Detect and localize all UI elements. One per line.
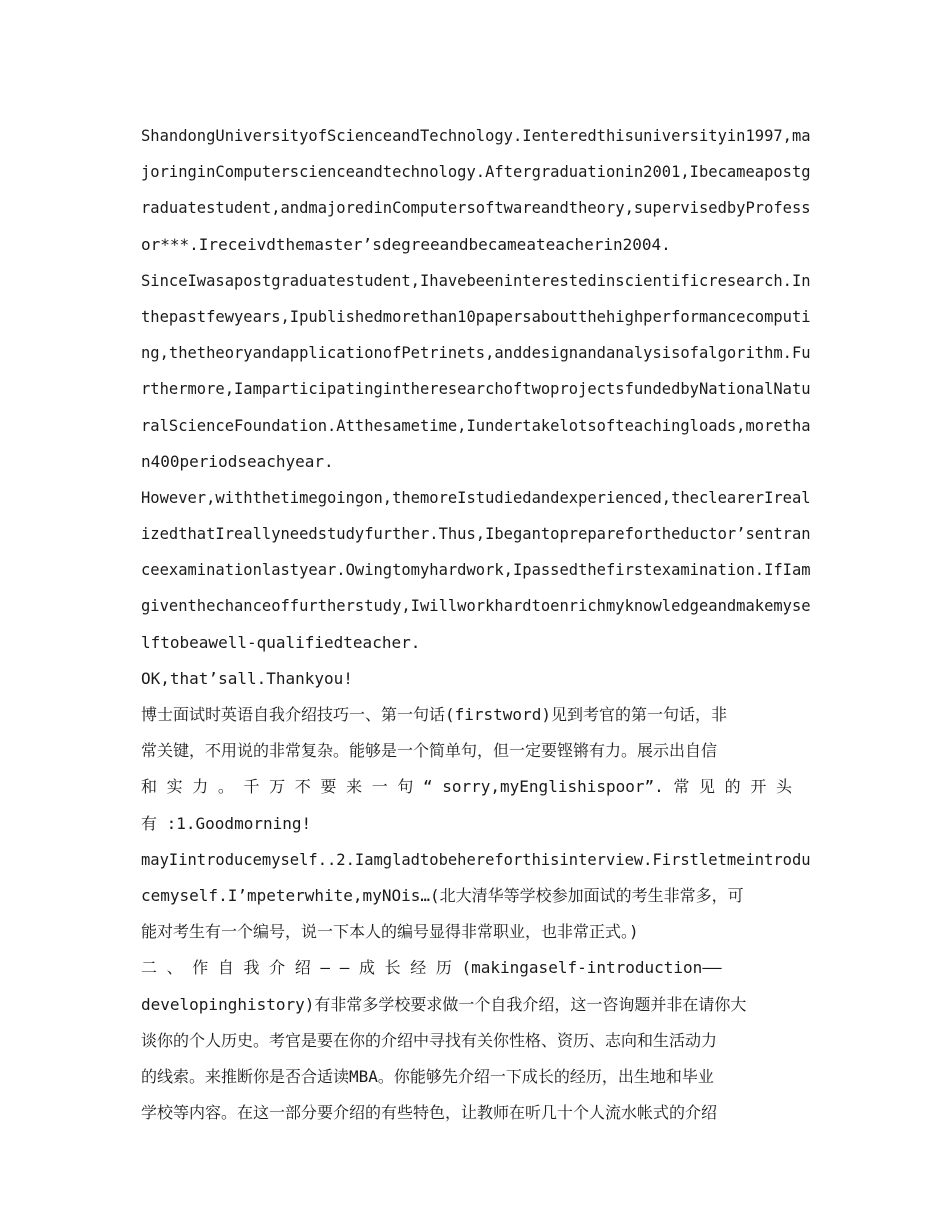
text-line: OK,that’sall.Thankyou!	[141, 668, 353, 688]
text-line-inner: However,withthetimegoingon,themoreIstudiedandexperienced,theclearerIreal	[141, 487, 811, 507]
text-line: cemyself.I’mpeterwhite,myNOis…(北大清华等学校参加面试的考生非常多，可	[141, 885, 744, 905]
text-line	[141, 480, 811, 516]
text-line: developinghistory)有非常多学校要求做一个自我介绍，这一咨询题并非在请你大	[141, 994, 747, 1014]
text-line	[141, 516, 811, 552]
text-line	[141, 408, 811, 444]
text-line-inner: rthermore,IamparticipatingintheresearchoftwoprojectsfundedbyNationalNatu	[141, 379, 811, 399]
text-line: 和 实 力 。 千 万 不 要 来 一 句 “ sorry,myEnglishispoor”. 常 见 的 开 头	[141, 777, 792, 797]
text-line: 学校等内容。在这一部分要介绍的有些特色，让教师在听几十个人流水帐式的介绍	[141, 1103, 718, 1123]
text-line: n400periodseachyear.	[141, 451, 334, 471]
text-line	[141, 371, 811, 407]
text-line-inner: ralScienceFoundation.Atthesametime,Iundertakelotsofteachingloads,moretha	[141, 415, 811, 435]
text-line: 能对考生有一个编号，说一下本人的编号显得非常职业，也非常正式。)	[141, 922, 639, 942]
text-line-inner: mayIintroducemyself..2.Iamgladtobehereforthisinterview.Firstletmeintrodu	[141, 849, 811, 869]
text-line	[141, 190, 811, 226]
text-line: 常关键，不用说的非常复杂。能够是一个简单句，但一定要铿锵有力。展示出自信	[141, 741, 718, 761]
text-line-inner: giventhechanceoffurtherstudy,Iwillworkhardtoenrichmyknowledgeandmakemyse	[141, 596, 811, 616]
text-line-inner: ceexaminationlastyear.Owingtomyhardwork,Ipassedthefirstexamination.IfIam	[141, 560, 811, 580]
text-line	[141, 299, 811, 335]
text-line	[141, 842, 811, 878]
text-line: or***.Ireceivdthemaster’sdegreeandbecameateacherin2004.	[141, 234, 671, 254]
text-line-inner: ng,thetheoryandapplicationofPetrinets,anddesignandanalysisofalgorithm.Fu	[141, 343, 811, 363]
text-line-inner: raduatestudent,andmajoredinComputersoftwareandtheory,supervisedbyProfess	[141, 198, 811, 218]
text-line: lftobeawell-qualifiedteacher.	[141, 632, 421, 652]
text-line-inner: izedthatIreallyneedstudyfurther.Thus,Ibegantopreparefortheductor’sentran	[141, 524, 811, 544]
text-line	[141, 552, 811, 588]
text-line-inner: SinceIwasapostgraduatestudent,Ihavebeeninterestedinscientificresearch.In	[141, 270, 811, 290]
document-body	[141, 118, 811, 1131]
text-line: 博士面试时英语自我介绍技巧一、第一句话(firstword)见到考官的第一句话，非	[141, 705, 727, 724]
text-line	[141, 335, 811, 371]
text-line: 的线索。来推断你是否合适读MBA。你能够先介绍一下成长的经历，出生地和毕业	[141, 1066, 714, 1086]
text-line	[141, 263, 811, 299]
text-line	[141, 118, 811, 154]
text-line: 有 :1.Goodmorning!	[141, 813, 312, 833]
text-line	[141, 154, 811, 190]
text-line	[141, 588, 811, 624]
text-line: 谈你的个人历史。考官是要在你的介绍中寻找有关你性格、资历、志向和生活动力	[141, 1030, 718, 1050]
text-line-inner: joringinComputerscienceandtechnology.Aftergraduationin2001,Ibecameapostg	[141, 162, 811, 182]
text-line-inner: thepastfewyears,Ipublishedmorethan10papersaboutthehighperformancecomputi	[141, 306, 811, 326]
text-line: 二 、 作 自 我 介 绍 — — 成 长 经 历 (makingaself-introduction——	[141, 958, 722, 978]
text-line-inner: ShandongUniversityofScienceandTechnology.Ienteredthisuniversityin1997,ma	[141, 126, 811, 145]
